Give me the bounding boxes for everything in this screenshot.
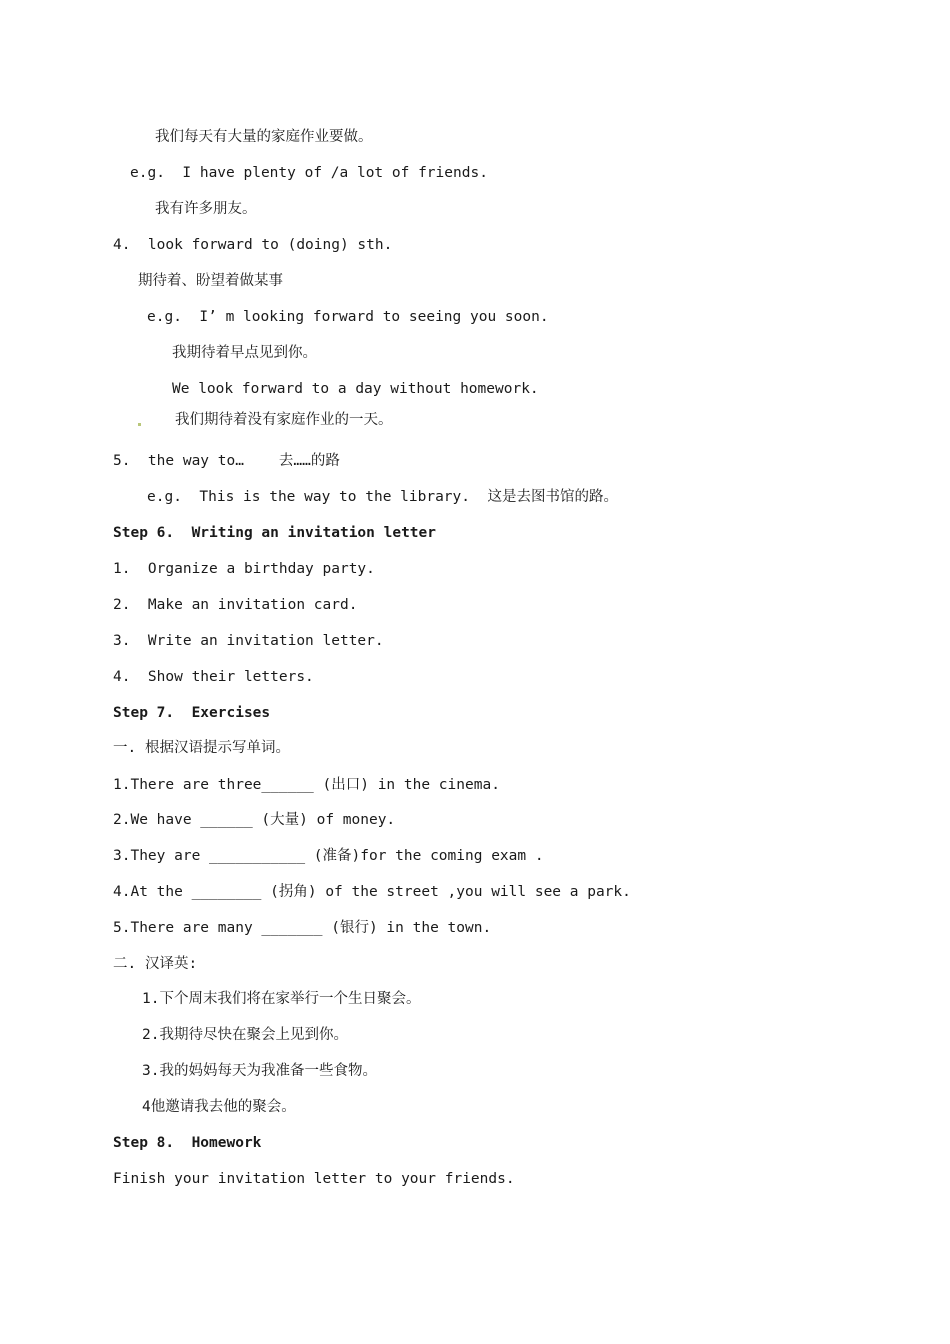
phrase-meaning-look-forward: 期待着、盼望着做某事 (138, 273, 283, 289)
exercise-2-item-3: 3.我的妈妈每天为我准备一些食物。 (142, 1063, 377, 1079)
example-translation-homework: 我们每天有大量的家庭作业要做。 (155, 129, 373, 145)
example-translation-without-homework: 我们期待着没有家庭作业的一天。 (175, 412, 393, 428)
step-6-heading: Step 6. Writing an invitation letter (113, 525, 437, 541)
exercise-2-item-1: 1.下个周末我们将在家举行一个生日聚会。 (142, 991, 421, 1007)
example-sentence-seeing-you: e.g. I’ m looking forward to seeing you soon. (147, 309, 549, 325)
exercise-section-1-title: 一. 根据汉语提示写单词。 (113, 740, 290, 756)
exercise-1-item-3: 3.They are ___________ (准备)for the coming exam . (113, 848, 544, 864)
homework-instruction: Finish your invitation letter to your friends. (113, 1171, 515, 1187)
exercise-1-item-5: 5.There are many _______ (银行) in the town. (113, 920, 492, 936)
exercise-2-item-2: 2.我期待尽快在聚会上见到你。 (142, 1027, 348, 1043)
exercise-1-item-4: 4.At the ________ (拐角) of the street ,you will see a park. (113, 884, 631, 900)
example-sentence-friends: e.g. I have plenty of /a lot of friends. (130, 165, 488, 181)
phrase-look-forward: 4. look forward to (doing) sth. (113, 237, 393, 253)
example-sentence-library: e.g. This is the way to the library. 这是去图书馆的路。 (147, 489, 618, 505)
step-7-heading: Step 7. Exercises (113, 705, 271, 721)
example-translation-friends: 我有许多朋友。 (155, 201, 257, 217)
step-6-item-1: 1. Organize a birthday party. (113, 561, 375, 577)
exercise-1-item-1: 1.There are three______ (出口) in the cinema. (113, 777, 500, 793)
example-sentence-without-homework: We look forward to a day without homework. (172, 381, 539, 397)
exercise-2-item-4: 4他邀请我去他的聚会。 (142, 1099, 296, 1115)
step-6-item-2: 2. Make an invitation card. (113, 597, 358, 613)
phrase-the-way-to: 5. the way to… 去……的路 (113, 453, 340, 469)
step-8-heading: Step 8. Homework (113, 1135, 262, 1151)
example-translation-seeing-you: 我期待着早点见到你。 (172, 345, 317, 361)
stray-mark (138, 423, 141, 426)
exercise-section-2-title: 二. 汉译英: (113, 956, 198, 972)
exercise-1-item-2: 2.We have ______ (大量) of money. (113, 812, 396, 828)
step-6-item-4: 4. Show their letters. (113, 669, 314, 685)
step-6-item-3: 3. Write an invitation letter. (113, 633, 384, 649)
